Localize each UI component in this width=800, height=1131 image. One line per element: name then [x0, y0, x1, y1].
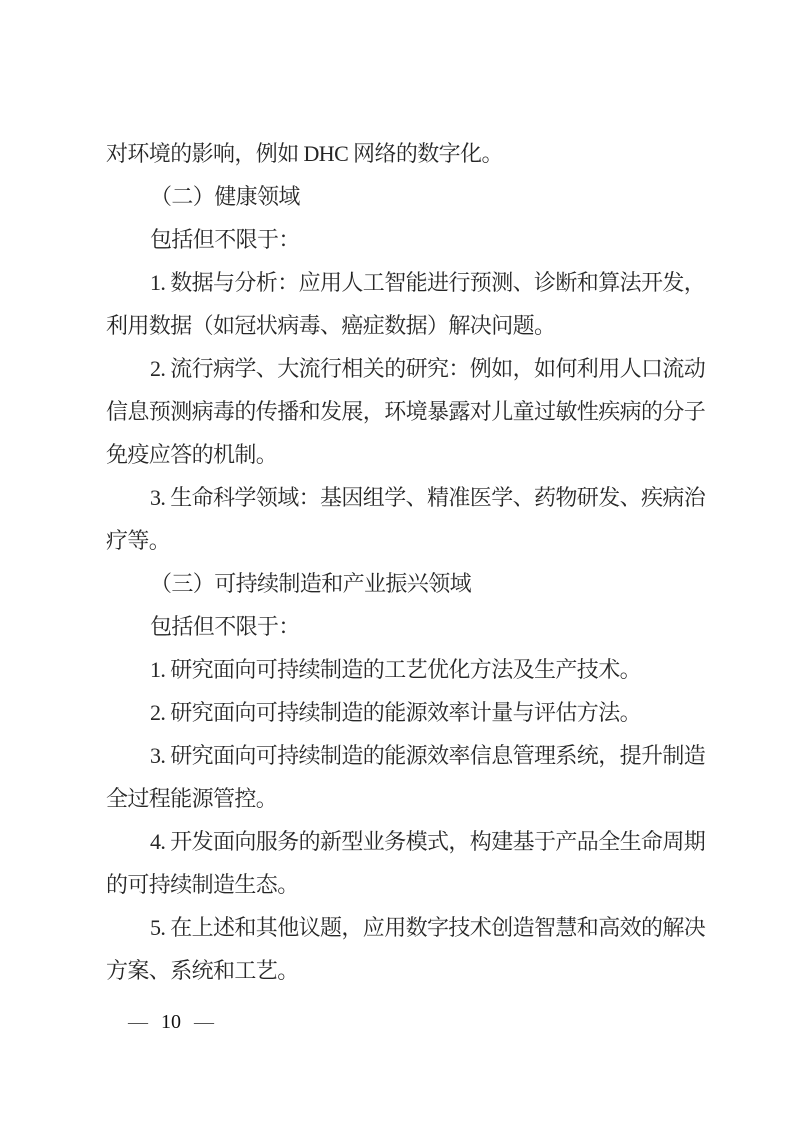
text-line: 全过程能源管控。	[106, 786, 278, 811]
page-footer	[128, 1008, 214, 1036]
footer-dash-right: —	[194, 1011, 214, 1033]
document-body	[106, 132, 706, 992]
section-heading: （二）健康领域	[150, 184, 300, 209]
list-item-line: 4. 开发面向服务的新型业务模式，构建基于产品全生命周期	[150, 829, 706, 854]
text-line: 包括但不限于：	[150, 614, 300, 639]
list-item-line: 1. 研究面向可持续制造的工艺优化方法及生产技术。	[150, 657, 642, 682]
text-line: 利用数据（如冠状病毒、癌症数据）解决问题。	[106, 313, 556, 338]
text-line: 免疫应答的机制。	[106, 442, 278, 467]
text-line: 疗等。	[106, 528, 171, 553]
text-line: 包括但不限于：	[150, 227, 300, 252]
text-line: 对环境的影响，例如 DHC 网络的数字化。	[106, 141, 503, 166]
text-line: 的可持续制造生态。	[106, 872, 299, 897]
list-item-line: 3. 生命科学领域：基因组学、精准医学、药物研发、疾病治	[150, 485, 706, 510]
list-item-line: 1. 数据与分析：应用人工智能进行预测、诊断和算法开发，	[150, 270, 706, 295]
list-item-line: 2. 流行病学、大流行相关的研究：例如，如何利用人口流动	[150, 356, 706, 381]
section-heading: （三）可持续制造和产业振兴领域	[150, 571, 472, 596]
list-item-line: 3. 研究面向可持续制造的能源效率信息管理系统，提升制造	[150, 743, 706, 768]
list-item-line: 5. 在上述和其他议题，应用数字技术创造智慧和高效的解决	[150, 915, 706, 940]
text-line: 信息预测病毒的传播和发展，环境暴露对儿童过敏性疾病的分子	[106, 399, 706, 424]
list-item-line: 2. 研究面向可持续制造的能源效率计量与评估方法。	[150, 700, 642, 725]
page-number: 10	[161, 1011, 181, 1033]
text-line: 方案、系统和工艺。	[106, 958, 299, 983]
footer-dash-left: —	[128, 1011, 148, 1033]
